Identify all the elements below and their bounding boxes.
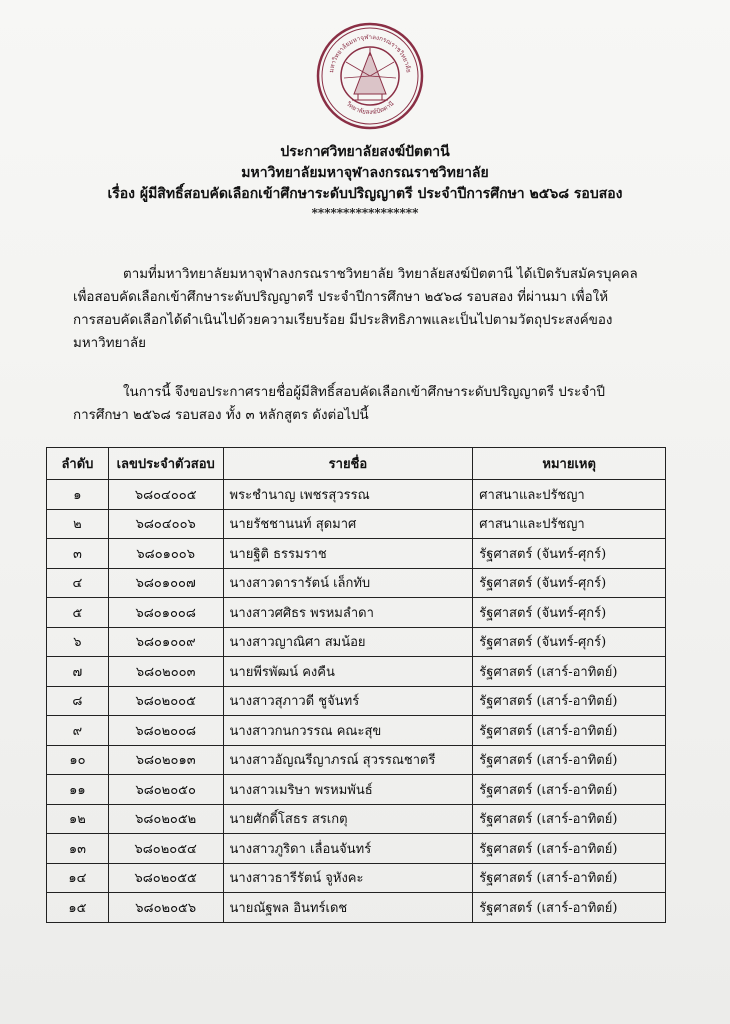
row-order: ๖ [47, 627, 109, 657]
row-exam-id: ๖๘๐๒๐๐๕ [108, 686, 223, 716]
row-order: ๓ [47, 539, 109, 569]
row-remark: รัฐศาสตร์ (จันทร์-ศุกร์) [473, 568, 666, 598]
row-name: นายพีรพัฒน์ คงคืน [223, 657, 473, 687]
row-order: ๑ [47, 480, 109, 510]
row-name: นางสาวดารารัตน์ เล็กทับ [223, 568, 473, 598]
table-row [47, 804, 666, 834]
row-remark: รัฐศาสตร์ (เสาร์-อาทิตย์) [473, 804, 666, 834]
header-order: ลำดับ [47, 448, 109, 480]
row-order: ๑๔ [47, 863, 109, 893]
row-name: นายฐิติ ธรรมราช [223, 539, 473, 569]
row-remark: รัฐศาสตร์ (เสาร์-อาทิตย์) [473, 893, 666, 923]
row-exam-id: ๖๘๐๑๐๐๗ [108, 568, 223, 598]
header-name: รายชื่อ [223, 448, 473, 480]
heading-subject: เรื่อง ผู้มีสิทธิ์สอบคัดเลือกเข้าศึกษาระดับปริญญาตรี ประจำปีการศึกษา ๒๕๖๘ รอบสอง [107, 186, 623, 202]
row-name: นางสาวอัญณรีญาภรณ์ สุวรรณชาตรี [223, 745, 473, 775]
row-exam-id: ๖๘๐๔๐๐๖ [108, 509, 223, 539]
table-row [47, 539, 666, 569]
row-remark: รัฐศาสตร์ (จันทร์-ศุกร์) [473, 598, 666, 628]
intro-line-4: มหาวิทยาลัย [73, 336, 146, 351]
row-name: นางสาวสุภาวดี ชูจันทร์ [223, 686, 473, 716]
row-order: ๒ [47, 509, 109, 539]
row-exam-id: ๖๘๐๒๐๑๓ [108, 745, 223, 775]
row-remark: รัฐศาสตร์ (เสาร์-อาทิตย์) [473, 657, 666, 687]
row-order: ๗ [47, 657, 109, 687]
row-exam-id: ๖๘๐๔๐๐๕ [108, 480, 223, 510]
heading-divider-stars: ***************** [311, 206, 419, 220]
row-remark: รัฐศาสตร์ (เสาร์-อาทิตย์) [473, 775, 666, 805]
row-exam-id: ๖๘๐๒๐๕๔ [108, 834, 223, 864]
row-exam-id: ๖๘๐๒๐๕๖ [108, 893, 223, 923]
row-order: ๑๐ [47, 745, 109, 775]
row-exam-id: ๖๘๐๑๐๐๘ [108, 598, 223, 628]
row-name: นายศักดิ์โสธร สรเกตุ [223, 804, 473, 834]
table-row [47, 568, 666, 598]
announcement-line-1: ในการนี้ จึงขอประกาศรายชื่อผู้มีสิทธิ์สอบคัดเลือกเข้าศึกษาระดับปริญญาตรี ประจำปี [123, 385, 606, 400]
row-remark: รัฐศาสตร์ (จันทร์-ศุกร์) [473, 539, 666, 569]
row-name: นางสาวญาณิศา สมน้อย [223, 627, 473, 657]
announcement-heading [40, 142, 690, 221]
row-order: ๑๕ [47, 893, 109, 923]
table-row [47, 509, 666, 539]
table-row [47, 863, 666, 893]
row-order: ๘ [47, 686, 109, 716]
row-name: นางสาวเมริษา พรหมพันธ์ [223, 775, 473, 805]
seal-bottom-text: วิทยาลัยสงฆ์ปัตตานี [344, 100, 396, 117]
table-row [47, 716, 666, 746]
row-exam-id: ๖๘๐๒๐๐๘ [108, 716, 223, 746]
table-row [47, 834, 666, 864]
heading-line-2: มหาวิทยาลัยมหาจุฬาลงกรณราชวิทยาลัย [241, 165, 489, 181]
row-order: ๔ [47, 568, 109, 598]
row-order: ๑๓ [47, 834, 109, 864]
heading-line-1: ประกาศวิทยาลัยสงฆ์ปัตตานี [280, 144, 450, 160]
table-row [47, 686, 666, 716]
row-order: ๙ [47, 716, 109, 746]
svg-text:วิทยาลัยสงฆ์ปัตตานี [344, 99, 396, 116]
table-header-row [47, 448, 666, 480]
row-order: ๑๒ [47, 804, 109, 834]
table-row [47, 893, 666, 923]
row-remark: รัฐศาสตร์ (เสาร์-อาทิตย์) [473, 686, 666, 716]
table-row [47, 657, 666, 687]
row-name: นายรัชชานนท์ สุดมาศ [223, 509, 473, 539]
intro-line-2: เพื่อสอบคัดเลือกเข้าศึกษาระดับปริญญาตรี ประจำปีการศึกษา ๒๕๖๘ รอบสอง ที่ผ่านมา เพื่อให้ [73, 290, 609, 305]
table-row [47, 598, 666, 628]
intro-line-3: การสอบคัดเลือกได้ดำเนินไปด้วยความเรียบร้อย มีประสิทธิภาพและเป็นไปตามวัตถุประสงค์ของ [73, 313, 613, 328]
row-name: นางสาวภูริดา เลื่อนจันทร์ [223, 834, 473, 864]
row-remark: ศาสนาและปรัชญา [473, 480, 666, 510]
row-exam-id: ๖๘๐๒๐๐๓ [108, 657, 223, 687]
header-exam-id: เลขประจำตัวสอบ [108, 448, 223, 480]
row-remark: รัฐศาสตร์ (เสาร์-อาทิตย์) [473, 745, 666, 775]
row-name: นายณัฐพล อินทร์เดช [223, 893, 473, 923]
row-name: นางสาวกนกวรรณ คณะสุข [223, 716, 473, 746]
row-name: นางสาวธารีรัตน์ จูหังคะ [223, 863, 473, 893]
row-exam-id: ๖๘๐๑๐๐๖ [108, 539, 223, 569]
seal-top-text: มหาวิทยาลัยมหาจุฬาลงกรณราชวิทยาลัย [328, 33, 412, 74]
row-order: ๕ [47, 598, 109, 628]
intro-line-1: ตามที่มหาวิทยาลัยมหาจุฬาลงกรณราชวิทยาลัย วิทยาลัยสงฆ์ปัตตานี ได้เปิดรับสมัครบุคคล [123, 267, 638, 282]
row-remark: รัฐศาสตร์ (เสาร์-อาทิตย์) [473, 834, 666, 864]
row-exam-id: ๖๘๐๒๐๕๐ [108, 775, 223, 805]
table-row [47, 480, 666, 510]
row-order: ๑๑ [47, 775, 109, 805]
candidates-table [46, 447, 666, 923]
table-row [47, 775, 666, 805]
row-remark: ศาสนาและปรัชญา [473, 509, 666, 539]
row-exam-id: ๖๘๐๒๐๕๒ [108, 804, 223, 834]
row-name: นางสาวศศิธร พรหมลำดา [223, 598, 473, 628]
row-exam-id: ๖๘๐๒๐๕๕ [108, 863, 223, 893]
announcement-paragraph [73, 381, 673, 427]
row-remark: รัฐศาสตร์ (จันทร์-ศุกร์) [473, 627, 666, 657]
announcement-line-2: การศึกษา ๒๕๖๘ รอบสอง ทั้ง ๓ หลักสูตร ดังต่อไปนี้ [73, 408, 369, 423]
table-row [47, 745, 666, 775]
row-exam-id: ๖๘๐๑๐๐๙ [108, 627, 223, 657]
header-remark: หมายเหตุ [473, 448, 666, 480]
intro-paragraph [73, 263, 673, 355]
row-name: พระชำนาญ เพชรสุวรรณ [223, 480, 473, 510]
row-remark: รัฐศาสตร์ (เสาร์-อาทิตย์) [473, 716, 666, 746]
row-remark: รัฐศาสตร์ (เสาร์-อาทิตย์) [473, 863, 666, 893]
table-row [47, 627, 666, 657]
university-seal-icon [316, 22, 424, 130]
